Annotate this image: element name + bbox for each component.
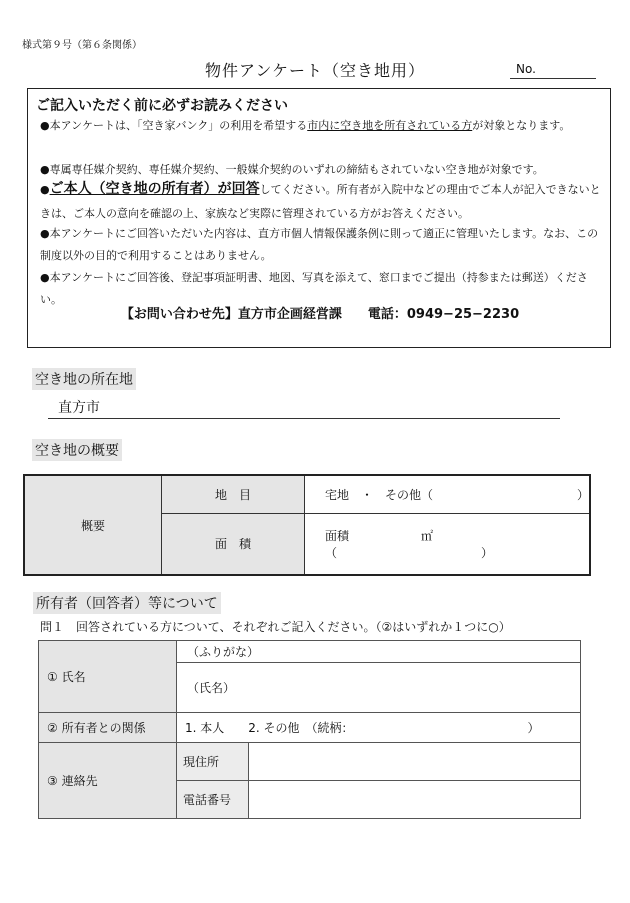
area-field[interactable]: 面積 ㎡（ ） — [305, 513, 591, 575]
phone-field[interactable] — [249, 781, 581, 819]
notice-text: 本アンケートにご回答いただいた内容は、直方市個人情報保護条例に則って適正に管理いたします。なお、この制度以外の目的で利用することはありません。 — [40, 227, 599, 262]
contact-phone: 電話：0949−25−2230 — [367, 307, 520, 322]
summary-row-header: 概要 — [24, 475, 162, 575]
notice-text: 本アンケートは、「空き家バンク」の利用を希望する — [49, 119, 308, 132]
section-title-summary: 空き地の概要 — [32, 439, 122, 461]
notice-emphasis-text: ご本人（空き地の所有者）が回答 — [49, 181, 260, 197]
bullet-icon: ● — [40, 163, 50, 176]
contact-department: 【お問い合わせ先】直方市企画経営課 — [120, 307, 342, 322]
address-field[interactable] — [249, 743, 581, 781]
address-label: 現住所 — [177, 743, 249, 781]
number-field[interactable]: No. — [510, 62, 596, 79]
notice-text: が対象となります。 — [472, 119, 571, 132]
document-title: 物件アンケート（空き地用） — [204, 61, 426, 80]
name-label: ① 氏名 — [39, 641, 177, 713]
notice-text: してください。所有者が入院中などの理由でご本人が記入できないときは、ご本人の意向を確認の上、家族など実際に管理されている方がお答えください。 — [40, 183, 601, 220]
notice-heading: ご記入いただく前に必ずお読みください — [36, 98, 288, 114]
notice-item-4 — [40, 223, 606, 267]
bullet-icon: ● — [40, 119, 50, 132]
phone-label: 電話番号 — [177, 781, 249, 819]
question-1: 問１ 回答されている方について、それぞれご記入ください。（②はいずれか１つに○） — [40, 620, 511, 634]
area-label: 面 積 — [162, 513, 305, 575]
summary-table — [23, 474, 591, 576]
furigana-field[interactable]: （ふりがな） — [177, 641, 581, 663]
bullet-icon: ● — [40, 271, 50, 284]
location-field[interactable]: 直方市 — [48, 397, 560, 419]
contact-info — [28, 303, 612, 322]
notice-text: 専属専任媒介契約、専任媒介契約、一般媒介契約のいずれの締結もされていない空き地が対象です。 — [49, 163, 544, 176]
bullet-icon: ● — [40, 227, 50, 240]
owner-table — [38, 640, 581, 819]
notice-item-1 — [40, 115, 606, 137]
contact-label: ③ 連絡先 — [39, 743, 177, 819]
notice-text: 本アンケートにご回答後、登記事項証明書、地図、写真を添えて、窓口までご提出（持参または郵送）ください。 — [40, 271, 588, 306]
notice-underlined-text: 市内に空き地を所有されている方 — [307, 119, 473, 132]
relation-label: ② 所有者との関係 — [39, 713, 177, 743]
land-category-label: 地 目 — [162, 475, 305, 513]
notice-box — [27, 88, 611, 348]
section-title-owner: 所有者（回答者）等について — [33, 592, 221, 614]
form-number: 様式第９号（第６条関係） — [22, 40, 142, 51]
relation-options[interactable]: 1. 本人 2. その他 （続柄： ） — [177, 713, 581, 743]
name-field[interactable]: （氏名） — [177, 663, 581, 713]
notice-item-3 — [40, 177, 606, 226]
section-title-location: 空き地の所在地 — [32, 368, 136, 390]
land-category-field[interactable]: 宅地 ・ その他（ ） — [305, 475, 591, 513]
bullet-icon: ● — [40, 183, 50, 196]
